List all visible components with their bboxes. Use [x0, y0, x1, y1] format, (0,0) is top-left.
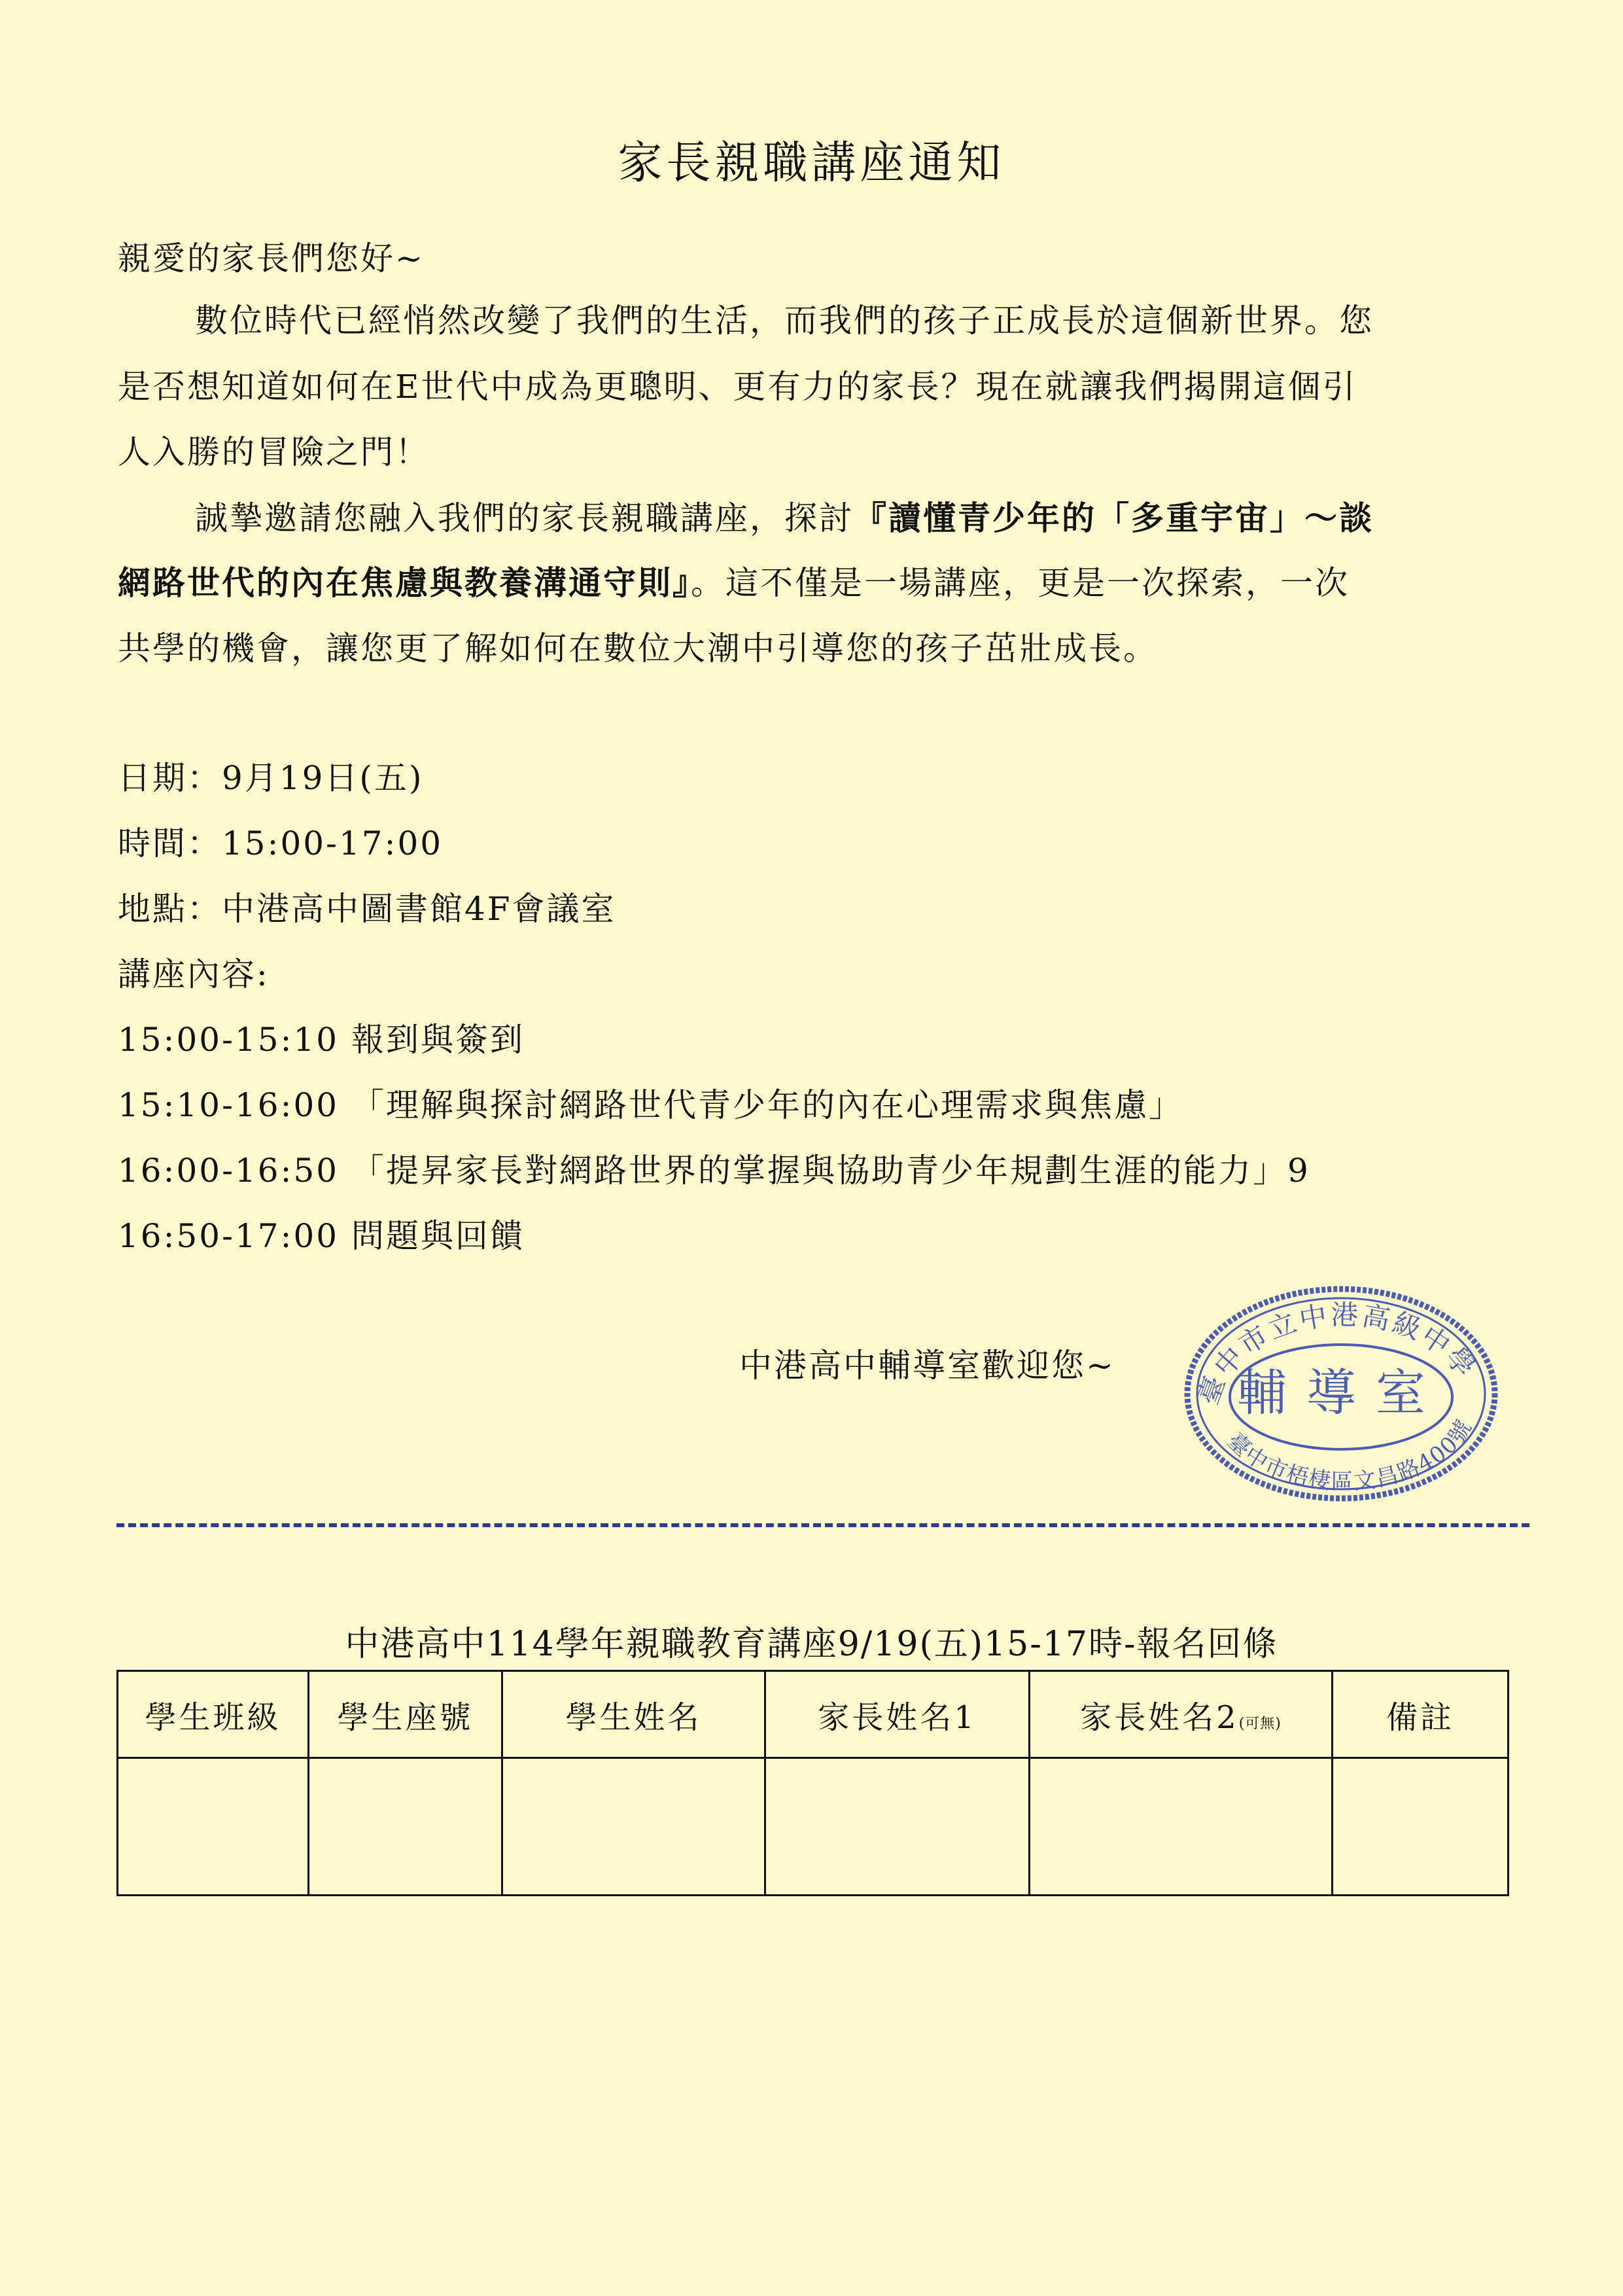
seal-center-text: 輔導室 — [1237, 1364, 1445, 1422]
invite-line-1 — [195, 495, 1374, 541]
invite-line-3: 共學的機會，讓您更了解如何在數位大潮中引導您的孩子茁壯成長。 — [118, 629, 1158, 667]
table-row — [118, 1758, 1509, 1896]
office-seal — [1168, 1273, 1514, 1508]
table-header-row — [118, 1671, 1509, 1758]
optional-note: (可無) — [1238, 1715, 1282, 1732]
parent-name-2-cell[interactable] — [1030, 1758, 1333, 1896]
event-date: 日期：9月19日(五) — [118, 759, 424, 797]
schedule-item: 16:00-16:50 「提昇家長對網路世界的掌握與協助青少年規劃生涯的能力」9 — [118, 1152, 1310, 1190]
intro-line-2: 是否想知道如何在E世代中成為更聰明、更有力的家長？現在就讓我們揭開這個引 — [118, 368, 1357, 406]
header-parent-name-2-label: 家長姓名2 — [1080, 1699, 1239, 1736]
intro-line-3: 人入勝的冒險之門！ — [118, 433, 430, 471]
seal-top-text: 臺中市立中港高級中學 — [1191, 1298, 1484, 1409]
lecture-title-part-1: 『讀懂青少年的「多重宇宙」～談 — [854, 499, 1374, 537]
cut-line-divider — [116, 1523, 1529, 1527]
header-student-seat: 學生座號 — [309, 1671, 502, 1758]
intro-line-1: 數位時代已經悄然改變了我們的生活，而我們的孩子正成長於這個新世界。您 — [195, 302, 1374, 340]
student-name-cell[interactable] — [502, 1758, 765, 1896]
event-time: 時間：15:00-17:00 — [118, 824, 444, 862]
schedule-item: 15:10-16:00 「理解與探討網路世代青少年的內在心理需求與焦慮」 — [118, 1086, 1183, 1124]
page-title: 家長親職講座通知 — [618, 137, 1005, 189]
signoff: 中港高中輔導室歡迎您~ — [739, 1347, 1115, 1385]
reply-slip-title: 中港高中114學年親職教育講座9/19(五)15-17時-報名回條 — [345, 1625, 1278, 1664]
student-class-cell[interactable] — [118, 1758, 309, 1896]
event-location: 地點：中港高中圖書館4F會議室 — [118, 890, 616, 928]
header-student-class: 學生班級 — [118, 1671, 309, 1758]
student-seat-cell[interactable] — [309, 1758, 502, 1896]
header-parent-name-1: 家長姓名1 — [765, 1671, 1030, 1758]
invite-line-2-plain: 。這不僅是一場講座，更是一次探索，一次 — [691, 564, 1350, 602]
header-remarks: 備註 — [1333, 1671, 1509, 1758]
reply-slip-table — [116, 1670, 1509, 1896]
seal-bottom-text: 臺中市梧棲區文昌路400號 — [1221, 1414, 1478, 1495]
schedule-item: 15:00-15:10 報到與簽到 — [118, 1021, 525, 1059]
schedule-item: 16:50-17:00 問題與回饋 — [118, 1217, 525, 1255]
parent-name-1-cell[interactable] — [765, 1758, 1030, 1896]
header-parent-name-2 — [1030, 1671, 1333, 1758]
greeting: 親愛的家長們您好~ — [118, 239, 425, 277]
invite-line-2 — [118, 560, 1350, 606]
remarks-cell[interactable] — [1333, 1758, 1509, 1896]
header-student-name: 學生姓名 — [502, 1671, 765, 1758]
invite-line-1-plain: 誠摯邀請您融入我們的家長親職講座，探討 — [195, 499, 854, 537]
content-heading: 講座內容: — [118, 955, 270, 993]
lecture-title-part-2: 網路世代的內在焦慮與教養溝通守則』 — [118, 563, 691, 602]
